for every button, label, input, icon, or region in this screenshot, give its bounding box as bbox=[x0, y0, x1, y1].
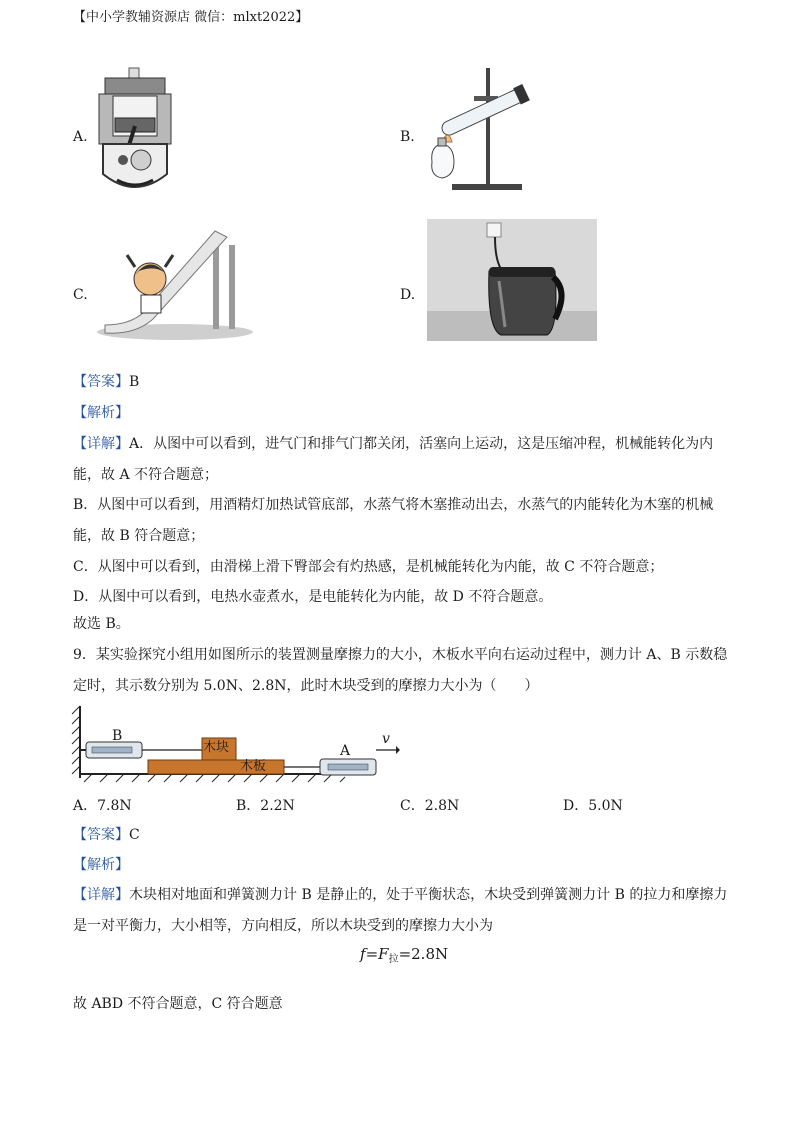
q9-detail-text-1: 木块相对地面和弹簧测力计 B 是静止的，处于平衡状态，木块受到弹簧测力计 B 的拉力和摩擦力 bbox=[129, 887, 728, 903]
q8-detail-tag: 【详解】 bbox=[73, 436, 129, 452]
q9-choice-b[interactable]: B．2.2N bbox=[236, 798, 295, 814]
option-d-label: D. bbox=[400, 287, 416, 303]
formula-rest: =2.8N bbox=[398, 945, 449, 963]
option-a-label: A. bbox=[73, 129, 88, 145]
block-label: 木块 bbox=[203, 740, 230, 755]
q8-answer-tag: 【答案】 bbox=[73, 374, 129, 390]
scale-a-label: A bbox=[340, 743, 351, 759]
formula-f: f bbox=[360, 945, 366, 963]
page-header: 【中小学教辅资源店 微信：mlxt2022】 bbox=[73, 10, 309, 25]
q9-detail-tag: 【详解】 bbox=[73, 887, 129, 903]
formula-subscript: 拉 bbox=[388, 954, 399, 965]
q9-conclusion: 故 ABD 不符合题意，C 符合题意 bbox=[73, 996, 283, 1012]
q8-conclusion: 故选 B。 bbox=[73, 616, 130, 632]
q9-choice-a[interactable]: A．7.8N bbox=[73, 798, 132, 814]
q8-detail-line-3: B．从图中可以看到，用酒精灯加热试管底部，水蒸气将木塞推动出去，水蒸气的内能转化为木塞的机械 bbox=[73, 497, 714, 513]
board-label: 木板 bbox=[240, 759, 267, 774]
q9-detail-line-2: 是一对平衡力，大小相等，方向相反，所以木块受到的摩擦力大小为 bbox=[73, 918, 493, 934]
friction-apparatus-figure bbox=[70, 702, 400, 784]
q9-answer-line bbox=[73, 826, 140, 844]
engine-illustration bbox=[95, 66, 175, 194]
q9-analysis-tag: 【解析】 bbox=[73, 857, 129, 873]
q8-detail-line-4: 能，故 B 符合题意； bbox=[73, 528, 205, 544]
friction-formula bbox=[360, 945, 448, 969]
kettle-photo bbox=[427, 219, 597, 341]
option-c-label: C. bbox=[73, 287, 88, 303]
formula-F: F bbox=[378, 945, 389, 963]
test-tube-illustration bbox=[422, 66, 532, 194]
q8-answer-value: B bbox=[129, 374, 140, 390]
q8-detail-line-6: D．从图中可以看到，电热水壶煮水，是电能转化为内能，故 D 不符合题意。 bbox=[73, 589, 553, 605]
q8-detail-line-1 bbox=[73, 435, 713, 453]
q8-analysis-tag: 【解析】 bbox=[73, 405, 129, 421]
q9-answer-tag: 【答案】 bbox=[73, 827, 129, 843]
q9-stem-line-1: 9．某实验探究小组用如图所示的装置测量摩擦力的大小，木板水平向右运动过程中，测力计 A、B 示数稳 bbox=[73, 647, 728, 663]
q8-answer-line bbox=[73, 373, 139, 391]
q8-detail-line-2: 能，故 A 不符合题意； bbox=[73, 467, 219, 483]
q9-choice-d[interactable]: D．5.0N bbox=[563, 798, 623, 814]
velocity-label: v bbox=[382, 731, 390, 747]
scale-b-label: B bbox=[112, 728, 123, 744]
q9-stem-line-2: 定时，其示数分别为 5.0N、2.8N，此时木块受到的摩擦力大小为（ ） bbox=[73, 678, 539, 694]
q9-detail-line-1 bbox=[73, 886, 727, 904]
q9-choice-c[interactable]: C．2.8N bbox=[400, 798, 460, 814]
slide-illustration bbox=[95, 227, 255, 342]
q8-detail-text-1: A．从图中可以看到，进气门和排气门都关闭，活塞向上运动，这是压缩冲程，机械能转化为内 bbox=[129, 436, 714, 452]
formula-eq: = bbox=[365, 945, 379, 963]
q8-detail-line-5: C．从图中可以看到，由滑梯上滑下臀部会有灼热感，是机械能转化为内能，故 C 不符合题意； bbox=[73, 559, 664, 575]
option-b-label: B. bbox=[400, 129, 415, 145]
q9-answer-value: C bbox=[129, 827, 140, 843]
